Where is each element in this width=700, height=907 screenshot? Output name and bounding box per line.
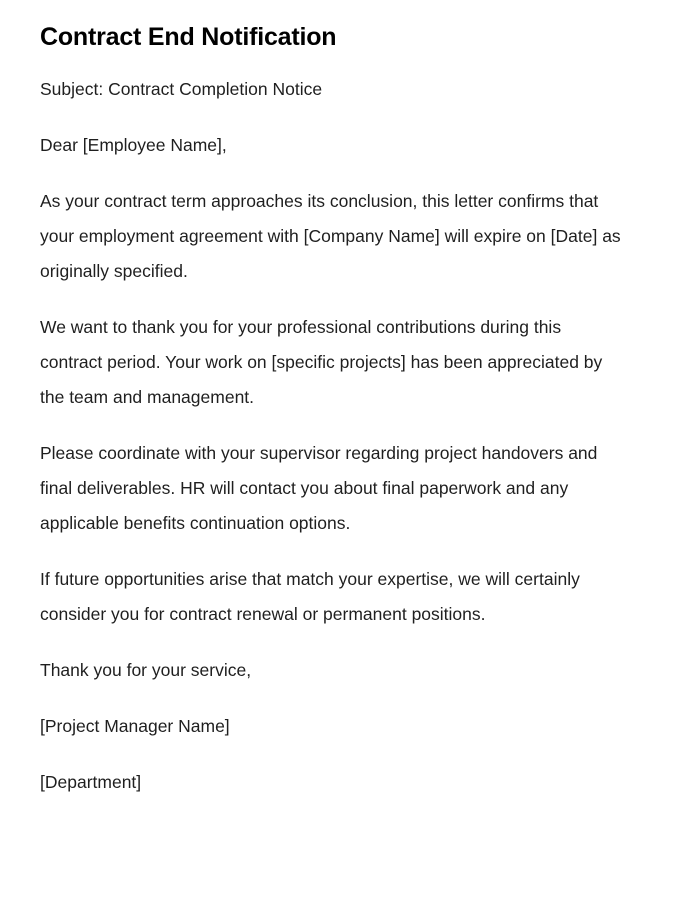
paragraph-appreciation: We want to thank you for your professional contributions during this contract period. Your work on [specific projects] has been appreciated by the team and management. <box>40 317 603 407</box>
paragraph-future-opportunities: If future opportunities arise that match your expertise, we will certainly consider you for contract renewal or permanent positions. <box>40 569 580 624</box>
paragraph-contract-expiry: As your contract term approaches its conclusion, this letter confirms that your employment agreement with [Company Name] will expire on [Date] as originally specified. <box>40 191 621 281</box>
paragraph-salutation: Dear [Employee Name], <box>40 135 227 155</box>
paragraph-closing: Thank you for your service, <box>40 660 252 680</box>
page-title: Contract End Notification <box>40 23 337 51</box>
paragraph-subject: Subject: Contract Completion Notice <box>40 79 323 99</box>
signature-department: [Department] <box>40 772 142 792</box>
signature-name: [Project Manager Name] <box>40 716 230 736</box>
document-body <box>40 72 628 800</box>
paragraph-handover: Please coordinate with your supervisor regarding project handovers and final deliverables. HR will contact you about final paperwork and any applicable benefits continuation options. <box>40 443 598 533</box>
